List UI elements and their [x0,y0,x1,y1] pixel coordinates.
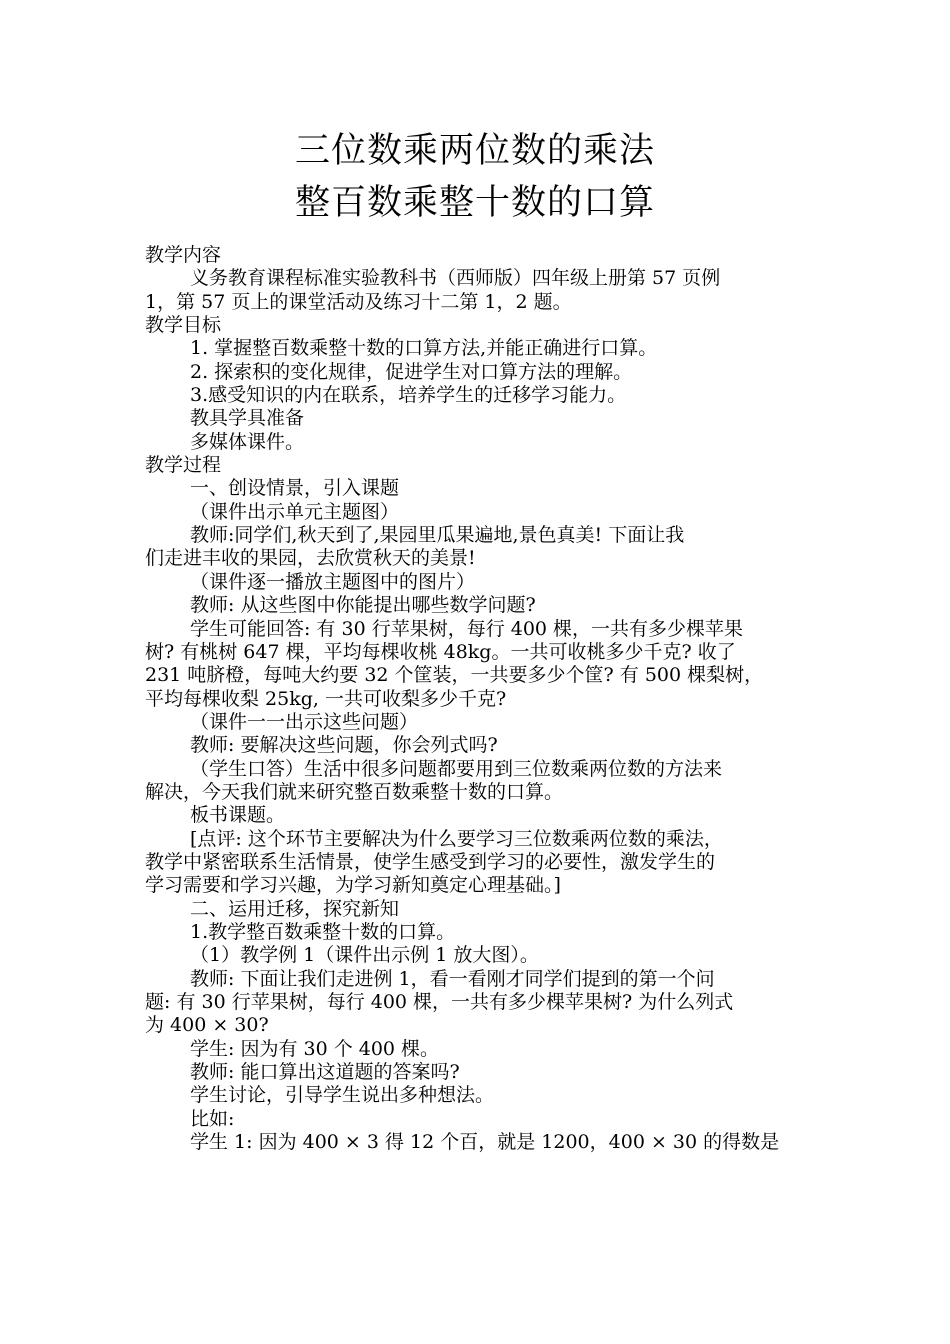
text-line: （课件一一出示这些问题） [190,710,419,733]
document-body [145,244,810,1154]
text-line: 比如: [190,1107,235,1130]
text-line: 平均每棵收梨 25kg, 一共可收梨多少千克? [145,687,507,710]
text-line: 题: 有 30 行苹果树，每行 400 棵，一共有多少棵苹果树? 为什么列式 [145,991,734,1013]
text-line: 教师: 下面让我们走进例 1，看一看刚才同学们提到的第一个问 [190,967,715,990]
text-line: （课件逐一播放主题图中的图片） [190,570,476,593]
text-line: 1. 掌握整百数乘整十数的口算方法,并能正确进行口算。 [190,337,658,360]
text-line: 树? 有桃树 647 棵，平均每棵收桃 48kg。一共可收桃多少千克? 收了 [145,640,736,663]
text-line: （学生口答）生活中很多问题都要用到三位数乘两位数的方法来 [190,757,723,780]
text-line: 教师: 要解决这些问题，你会列式吗? [190,734,498,757]
text-line: 们走进丰收的果园，去欣赏秋天的美景! [145,547,476,570]
text-line: 231 吨脐橙，每吨大约要 32 个筐装，一共要多少个筐? 有 500 棵梨树， [145,664,764,687]
text-line: （课件出示单元主题图） [190,500,400,523]
text-line: 教学目标 [145,314,222,337]
text-line: 学生可能回答: 有 30 行苹果树，每行 400 棵，一共有多少棵苹果 [190,617,744,640]
document-subtitle: 整百数乘整十数的口算 [294,183,655,223]
text-line: 教师:同学们,秋天到了,果园里瓜果遍地,景色真美! 下面让我 [190,524,685,547]
text-line: 板书课题。 [190,804,286,827]
text-line: （1）教学例 1（课件出示例 1 放大图）。 [190,944,539,967]
text-line: 教学过程 [145,454,222,477]
text-line: 二、运用迁移，探究新知 [190,897,400,920]
text-line: 一、创设情景，引入课题 [190,477,400,500]
text-line: 1，第 57 页上的课堂活动及练习十二第 1，2 题。 [145,290,572,313]
text-line: 为 400 × 30? [145,1014,269,1037]
text-line: 2. 探索积的变化规律，促进学生对口算方法的理解。 [190,360,633,383]
text-line: 多媒体课件。 [190,430,305,453]
text-line: 学习需要和学习兴趣，为学习新知奠定心理基础。] [145,874,561,897]
text-line: 教学内容 [145,244,222,266]
text-line: 学生 1: 因为 400 × 3 得 12 个百，就是 1200，400 × 30 的得数是 [190,1131,780,1154]
text-line: 学生: 因为有 30 个 400 棵。 [190,1037,440,1060]
text-line: 教具学具准备 [190,407,305,430]
text-line: 3.感受知识的内在联系，培养学生的迁移学习能力。 [190,384,627,407]
text-line: 教学中紧密联系生活情景，使学生感受到学习的必要性，激发学生的 [145,850,716,873]
text-line: 学生讨论，引导学生说出多种想法。 [190,1084,495,1107]
text-line: 1.教学整百数乘整十数的口算。 [190,920,456,943]
document-title: 三位数乘两位数的乘法 [294,131,655,171]
text-line: 教师: 从这些图中你能提出哪些数学问题? [190,594,536,617]
text-line: 义务教育课程标准实验教科书（西师版）四年级上册第 57 页例 [190,267,721,290]
text-line: 教师: 能口算出这道题的答案吗? [190,1061,460,1084]
text-line: 解决，今天我们就来研究整百数乘整十数的口算。 [145,780,564,803]
text-line: [点评: 这个环节主要解决为什么要学习三位数乘两位数的乘法， [190,827,723,850]
